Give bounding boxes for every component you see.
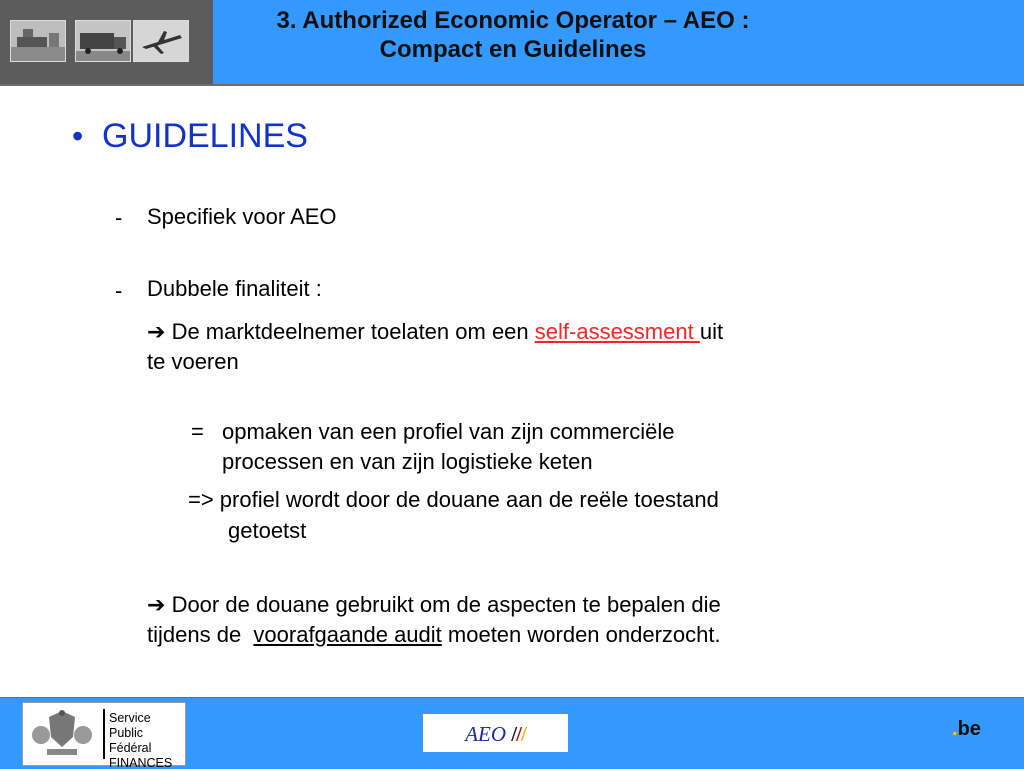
logo-line-3: FINANCES <box>109 756 173 770</box>
highlight-self-assessment: self-assessment <box>534 319 700 344</box>
paragraph-self-assessment <box>147 317 967 347</box>
be-text: be <box>957 718 981 740</box>
thumbnail-strip <box>0 0 213 86</box>
bullet-icon: • <box>72 118 84 154</box>
dash-marker: - <box>115 205 123 230</box>
text: Door de douane gebruikt om de aspecten te bepalen die <box>171 592 721 617</box>
aeo-badge <box>423 714 568 752</box>
paragraph-self-assessment-line2: te voeren <box>147 349 239 374</box>
paragraph-audit <box>147 590 967 620</box>
title-line-1: 3. Authorized Economic Operator – AEO : <box>276 7 750 34</box>
slide-header <box>0 0 1024 86</box>
section-heading: GUIDELINES <box>102 117 308 155</box>
item-dual-purpose: Dubbele finaliteit : <box>147 276 322 301</box>
logo-line-1: Service Public <box>109 711 151 740</box>
highlight-prior-audit: voorafgaande audit <box>253 622 442 647</box>
port-ship-thumbnail <box>10 20 66 62</box>
profile-line-1: opmaken van een profiel van zijn commerciële <box>222 419 675 444</box>
logo-text <box>109 711 185 771</box>
logo-separator <box>103 709 105 759</box>
text: tijdens de <box>147 622 254 647</box>
dash-marker: - <box>115 278 123 303</box>
item-specific-aeo: Specifiek voor AEO <box>147 204 337 229</box>
finances-logo <box>22 702 186 770</box>
belgian-coat-of-arms-icon <box>27 707 97 761</box>
be-logo <box>952 718 981 741</box>
header-divider <box>0 84 1024 86</box>
result-line-2: getoetst <box>228 518 307 543</box>
title-line-2: Compact en Guidelines <box>379 36 647 63</box>
equals-sign: = <box>191 419 204 444</box>
text: uit <box>699 319 724 344</box>
aeo-slashes: /// <box>511 722 526 746</box>
be-dot: . <box>952 718 958 740</box>
aeo-label: AEO <box>465 722 507 746</box>
arrow-right-icon: ➔ <box>147 592 166 617</box>
slide-footer <box>0 697 1024 769</box>
text: moeten worden onderzocht. <box>441 622 721 647</box>
truck-thumbnail <box>75 20 131 62</box>
slide-title <box>213 6 813 64</box>
airplane-thumbnail <box>133 20 189 62</box>
arrow-right-icon: ➔ <box>147 319 166 344</box>
profile-line-2: processen en van zijn logistieke keten <box>222 449 593 474</box>
text: De marktdeelnemer toelaten om een <box>171 319 535 344</box>
result-line-1: => profiel wordt door de douane aan de reële toestand <box>188 487 719 512</box>
logo-line-2: Fédéral <box>109 741 152 755</box>
paragraph-audit-line2 <box>147 620 967 650</box>
